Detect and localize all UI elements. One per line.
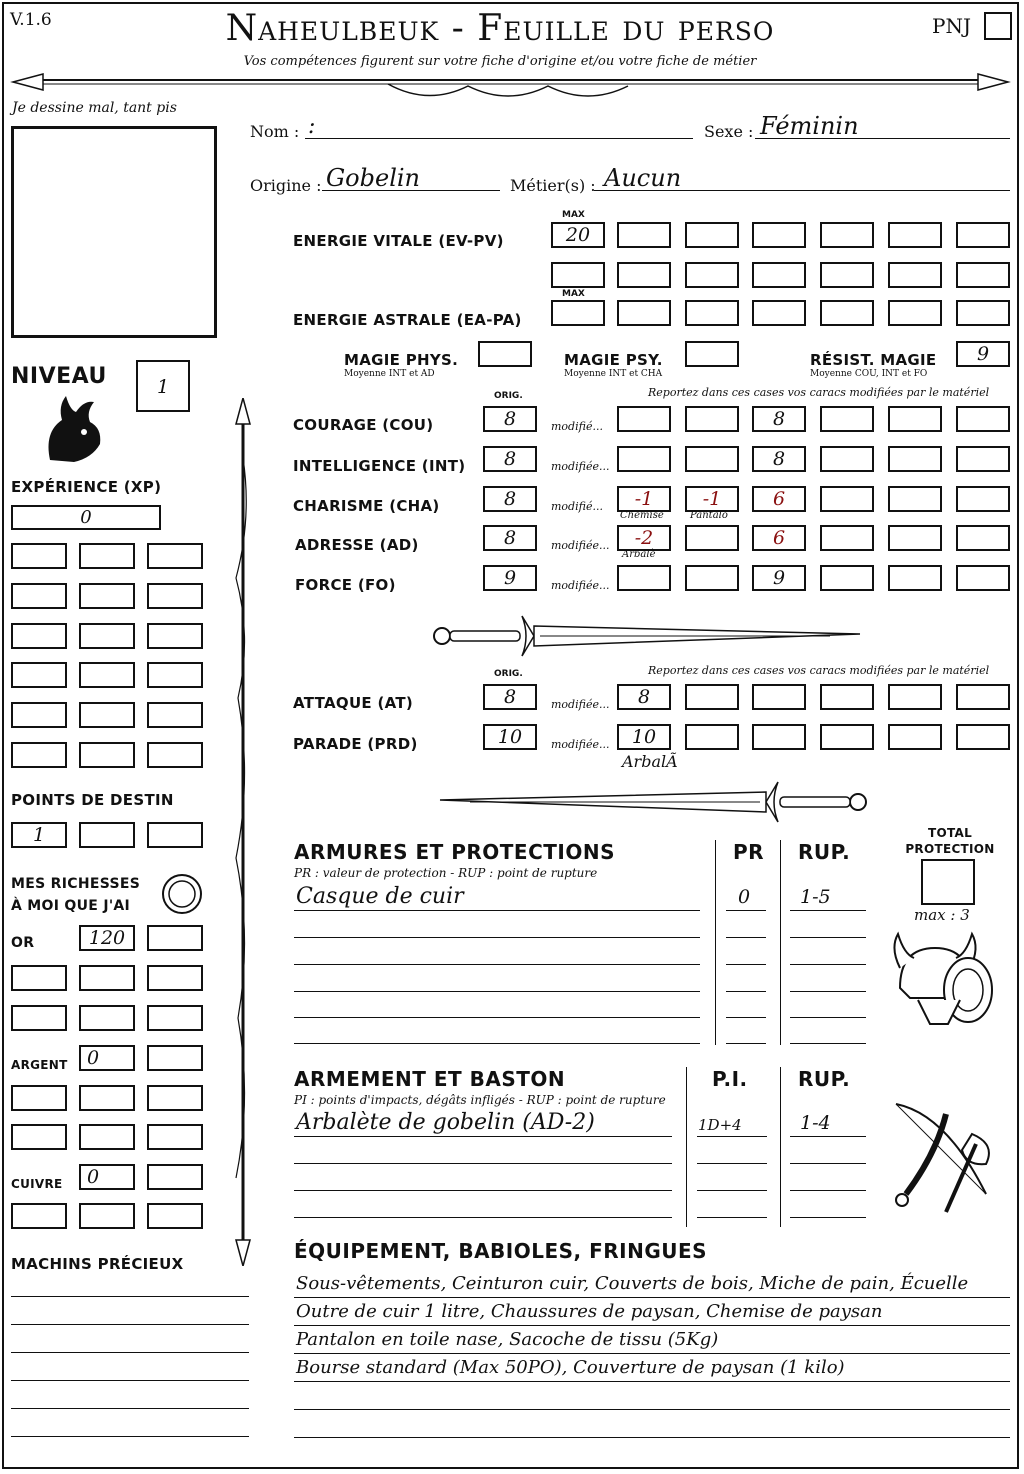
- carac-mod-label: modifié...: [551, 500, 603, 513]
- parade-orig-box[interactable]: [483, 724, 537, 750]
- sheet-title: Naheulbeuk - Feuille du perso: [225, 8, 775, 49]
- ea-box[interactable]: [820, 300, 874, 326]
- or-box[interactable]: [147, 925, 203, 951]
- cuivre-box[interactable]: [79, 1203, 135, 1229]
- armor-rup-line[interactable]: [790, 910, 866, 911]
- parade-mod-box[interactable]: [820, 724, 874, 750]
- armor-pr-line[interactable]: [726, 910, 766, 911]
- argent-box[interactable]: [79, 1085, 135, 1111]
- ev-box[interactable]: [617, 222, 671, 248]
- xp-grid-box[interactable]: [147, 702, 203, 728]
- parade-label: PARADE (PRD): [293, 735, 418, 753]
- armor-pr-line[interactable]: [726, 991, 766, 992]
- weapons-col-divider: [686, 1067, 687, 1227]
- armor-rup-line[interactable]: [790, 991, 866, 992]
- ea-max-box[interactable]: [551, 300, 605, 326]
- armor-pr-line[interactable]: [726, 1017, 766, 1018]
- or-box[interactable]: [147, 1005, 203, 1031]
- ev-box[interactable]: [685, 262, 739, 288]
- equipment-line-text: Sous-vêtements, Ceinturon cuir, Couverts de bois, Miche de pain, Écuelle: [296, 1273, 969, 1294]
- carac-mod-value: [619, 567, 669, 589]
- xp-grid-box[interactable]: [79, 583, 135, 609]
- attaque-mod-box[interactable]: [685, 684, 739, 710]
- carac-mod-box[interactable]: [617, 446, 671, 472]
- weapons-rup-label: RUP.: [798, 1067, 851, 1091]
- armor-rup-line[interactable]: [790, 964, 866, 965]
- magie-phys-value: [480, 343, 530, 365]
- armor-pr-line[interactable]: [726, 964, 766, 965]
- xp-grid-box[interactable]: [11, 742, 67, 768]
- carac-orig-value: 8: [503, 408, 517, 430]
- weapon-item-name: Arbalète de gobelin (AD-2): [296, 1110, 595, 1135]
- carac-mod-box[interactable]: [956, 446, 1010, 472]
- weapon-line[interactable]: [294, 1136, 672, 1137]
- armor-pr-line[interactable]: [726, 937, 766, 938]
- armor-pr-label: PR: [733, 840, 765, 864]
- carac-mod-value: 8: [772, 408, 786, 430]
- armor-line[interactable]: [294, 964, 700, 965]
- total-protection-max: max : 3: [914, 906, 970, 924]
- magie-psy-value: [687, 343, 737, 365]
- equipment-line-text: Bourse standard (Max 50PO), Couverture de paysan (1 kilo): [296, 1357, 845, 1378]
- niveau-label: NIVEAU: [11, 364, 107, 389]
- equipment-line[interactable]: [294, 1353, 1010, 1354]
- xp-box[interactable]: [11, 505, 161, 530]
- cuivre-box[interactable]: [79, 1164, 135, 1190]
- carac-mod-box[interactable]: [752, 486, 806, 512]
- carac-mod-box[interactable]: [888, 446, 942, 472]
- carac-mod-value: 6: [772, 488, 786, 510]
- portrait-caption: Je dessine mal, tant pis: [12, 100, 177, 116]
- carac-mod-box[interactable]: [685, 565, 739, 591]
- helmet-shield-icon: [890, 928, 1000, 1028]
- carac-orig-value: 9: [503, 567, 517, 589]
- carac-label-cou: COURAGE (COU): [293, 416, 434, 434]
- carac-mod-box[interactable]: [617, 406, 671, 432]
- carac-mod-box[interactable]: [752, 446, 806, 472]
- xp-grid-box[interactable]: [11, 583, 67, 609]
- parade-mod-box[interactable]: [888, 724, 942, 750]
- or-box[interactable]: [79, 1005, 135, 1031]
- cuivre-box[interactable]: [147, 1203, 203, 1229]
- equipment-line-text: Pantalon en toile nase, Sacoche de tissu (5Kg): [296, 1329, 719, 1350]
- carac-mod-box[interactable]: [956, 565, 1010, 591]
- or-value: 120: [88, 927, 126, 949]
- ea-box[interactable]: [752, 300, 806, 326]
- carac-mod-value: [687, 567, 737, 589]
- crossed-weapons-icon: [886, 1094, 1006, 1218]
- armor-line[interactable]: [294, 1017, 700, 1018]
- carac-mod-box[interactable]: [888, 565, 942, 591]
- weapon-item-pi: 1D+4: [698, 1116, 742, 1134]
- xp-grid-box[interactable]: [11, 543, 67, 569]
- weapons-pi-label: P.I.: [712, 1067, 748, 1091]
- argent-value: 0: [87, 1047, 100, 1069]
- carac-label-ad: ADRESSE (AD): [295, 536, 419, 554]
- richesses-label-2: À MOI QUE J'AI: [11, 898, 131, 914]
- ev-box[interactable]: [752, 222, 806, 248]
- magie-phys-box[interactable]: [478, 341, 532, 367]
- magie-phys-label: MAGIE PHYS.: [344, 351, 459, 369]
- carac-label-fo: FORCE (FO): [295, 576, 396, 594]
- carac-mod-box[interactable]: [752, 406, 806, 432]
- origine-label: Origine :: [250, 176, 322, 195]
- carac-mod-box[interactable]: [956, 525, 1010, 551]
- weapon-pi-line[interactable]: [697, 1136, 767, 1137]
- ev-box[interactable]: [617, 262, 671, 288]
- attaque-mod-box[interactable]: [820, 684, 874, 710]
- parade-orig-value: 10: [497, 726, 523, 748]
- ea-max-label: MAX: [562, 289, 585, 299]
- nom-value: :: [308, 114, 316, 139]
- carac-mod-box[interactable]: [617, 486, 671, 512]
- carac-mod-label: modifié...: [551, 420, 603, 433]
- ev-box[interactable]: [956, 262, 1010, 288]
- origine-value: Gobelin: [326, 164, 420, 192]
- xp-grid-box[interactable]: [11, 623, 67, 649]
- sexe-value: Féminin: [760, 112, 859, 140]
- ea-max-value: [553, 302, 603, 324]
- or-box[interactable]: [11, 1005, 67, 1031]
- argent-label: ARGENT: [11, 1058, 68, 1072]
- attaque-mod-label: modifiée...: [551, 698, 610, 711]
- carac-mod-value: 9: [772, 567, 786, 589]
- carac-note: Pantalo: [690, 510, 728, 521]
- xp-grid-box[interactable]: [11, 702, 67, 728]
- carac-mod-box[interactable]: [888, 486, 942, 512]
- carac-orig-cha[interactable]: [483, 486, 537, 512]
- cuivre-box[interactable]: [11, 1203, 67, 1229]
- weapon-rup-line[interactable]: [790, 1217, 866, 1218]
- carac-mod-box[interactable]: [685, 486, 739, 512]
- ev-box[interactable]: [551, 262, 605, 288]
- sexe-label: Sexe :: [704, 122, 754, 141]
- weapon-line[interactable]: [294, 1190, 672, 1191]
- ev-box[interactable]: [888, 222, 942, 248]
- armor-line[interactable]: [294, 1043, 700, 1044]
- armor-item-pr: 0: [738, 886, 751, 908]
- argent-box[interactable]: [147, 1045, 203, 1071]
- carac-mod-box[interactable]: [685, 406, 739, 432]
- destin-box[interactable]: [79, 822, 135, 848]
- attaque-mod-box[interactable]: [956, 684, 1010, 710]
- carac-mod-box[interactable]: [820, 565, 874, 591]
- pnj-label: PNJ: [932, 14, 971, 38]
- carac-orig-value: 8: [503, 527, 517, 549]
- xp-grid-box[interactable]: [79, 742, 135, 768]
- armor-line[interactable]: [294, 991, 700, 992]
- machins-line[interactable]: [11, 1352, 249, 1353]
- carac-mod-value: [687, 448, 737, 470]
- argent-box[interactable]: [147, 1085, 203, 1111]
- total-protection-box[interactable]: [921, 859, 975, 905]
- carac-mod-box[interactable]: [820, 446, 874, 472]
- parade-mod-label: modifiée...: [551, 738, 610, 751]
- carac-mod-value: -2: [634, 527, 654, 549]
- weapons-col-divider: [780, 1067, 781, 1227]
- carac-label-int: INTELLIGENCE (INT): [293, 457, 466, 475]
- magie-psy-label: MAGIE PSY.: [564, 351, 663, 369]
- parade-mod-box[interactable]: [752, 724, 806, 750]
- ea-box[interactable]: [617, 300, 671, 326]
- ea-box[interactable]: [956, 300, 1010, 326]
- carac-mod-box[interactable]: [820, 525, 874, 551]
- carac-mod-box[interactable]: [617, 525, 671, 551]
- machins-label: MACHINS PRÉCIEUX: [11, 1255, 184, 1273]
- xp-value: 0: [80, 507, 92, 528]
- nom-line[interactable]: [305, 138, 693, 139]
- carac-mod-box[interactable]: [956, 406, 1010, 432]
- carac-mod-value: [687, 408, 737, 430]
- carac-mod-box[interactable]: [888, 525, 942, 551]
- machins-line[interactable]: [11, 1324, 249, 1325]
- armor-item-rup: 1-5: [800, 886, 831, 908]
- attaque-mod-box[interactable]: [752, 684, 806, 710]
- ev-max-value: 20: [565, 224, 591, 246]
- equipment-line-text: Outre de cuir 1 litre, Chaussures de paysan, Chemise de paysan: [296, 1301, 883, 1322]
- ev-box[interactable]: [685, 222, 739, 248]
- ea-box[interactable]: [888, 300, 942, 326]
- or-box[interactable]: [11, 965, 67, 991]
- carac-mod-label: modifiée...: [551, 539, 610, 552]
- destin-label: POINTS DE DESTIN: [11, 791, 174, 809]
- carac-mod-box[interactable]: [820, 406, 874, 432]
- argent-box[interactable]: [11, 1124, 67, 1150]
- attaque-mod-box[interactable]: [888, 684, 942, 710]
- or-box[interactable]: [79, 925, 135, 951]
- carac-mod-label: modifiée...: [551, 460, 610, 473]
- carac-note: Arbalè: [622, 549, 656, 560]
- carac-orig-value: 8: [503, 488, 517, 510]
- carac-orig-fo[interactable]: [483, 565, 537, 591]
- carac-orig-int[interactable]: [483, 446, 537, 472]
- resist-magie-box[interactable]: [956, 341, 1010, 367]
- magie-psy-sub: Moyenne INT et CHA: [564, 369, 663, 379]
- attaque-mod-value: 8: [637, 686, 651, 708]
- parade-note: ArbalÃ: [622, 752, 678, 771]
- armor-line[interactable]: [294, 937, 700, 938]
- ev-box[interactable]: [888, 262, 942, 288]
- ev-max-label: MAX: [562, 210, 585, 220]
- xp-grid-box[interactable]: [79, 623, 135, 649]
- xp-label: EXPÉRIENCE (XP): [11, 478, 162, 496]
- pnj-checkbox[interactable]: [984, 12, 1012, 40]
- carac-mod-box[interactable]: [752, 525, 806, 551]
- weapon-rup-line[interactable]: [790, 1163, 866, 1164]
- attaque-orig-value: 8: [503, 686, 517, 708]
- ev-box[interactable]: [956, 222, 1010, 248]
- sword-icon: [430, 778, 870, 824]
- carac-orig-value: 8: [503, 448, 517, 470]
- armor-item-name: Casque de cuir: [296, 884, 464, 909]
- armor-rup-line[interactable]: [790, 1017, 866, 1018]
- vertical-spear-icon: [228, 398, 258, 1266]
- carac-mod-box[interactable]: [617, 565, 671, 591]
- weapon-rup-line[interactable]: [790, 1136, 866, 1137]
- argent-box[interactable]: [147, 1124, 203, 1150]
- armor-title: ARMURES ET PROTECTIONS: [294, 840, 615, 864]
- armor-rup-line[interactable]: [790, 937, 866, 938]
- carac-mod-value: [619, 408, 669, 430]
- dragon-icon: [40, 392, 106, 464]
- or-box[interactable]: [147, 965, 203, 991]
- xp-grid-box[interactable]: [147, 662, 203, 688]
- cuivre-value: 0: [87, 1166, 100, 1188]
- equipment-title: ÉQUIPEMENT, BABIOLES, FRINGUES: [294, 1239, 708, 1263]
- weapons-sub: PI : points d'impacts, dégâts infligés - RUP : point de rupture: [294, 1093, 666, 1107]
- machins-line[interactable]: [11, 1436, 249, 1437]
- carac-mod-value: -1: [634, 488, 654, 510]
- equipment-line[interactable]: [294, 1409, 1010, 1410]
- machins-line[interactable]: [11, 1380, 249, 1381]
- armor-sub: PR : valeur de protection - RUP : point de rupture: [294, 866, 598, 880]
- combat-orig-label: ORIG.: [494, 669, 523, 679]
- sword-icon: [430, 612, 870, 658]
- ev-box[interactable]: [820, 262, 874, 288]
- destin-box[interactable]: [147, 822, 203, 848]
- nom-label: Nom :: [250, 122, 300, 141]
- argent-box[interactable]: [79, 1124, 135, 1150]
- attaque-mod-box[interactable]: [617, 684, 671, 710]
- weapon-pi-line[interactable]: [697, 1163, 767, 1164]
- total-protection-label-2: PROTECTION: [905, 842, 995, 856]
- weapon-pi-line[interactable]: [697, 1190, 767, 1191]
- parade-mod-box[interactable]: [956, 724, 1010, 750]
- carac-orig-cou[interactable]: [483, 406, 537, 432]
- parade-mod-box[interactable]: [617, 724, 671, 750]
- resist-magie-label: RÉSIST. MAGIE: [810, 351, 937, 369]
- weapons-title: ARMEMENT ET BASTON: [294, 1067, 566, 1091]
- equipment-line[interactable]: [294, 1297, 1010, 1298]
- xp-grid-box[interactable]: [79, 702, 135, 728]
- carac-mod-value: 8: [772, 448, 786, 470]
- ev-box[interactable]: [820, 222, 874, 248]
- metier-value: Aucun: [604, 164, 682, 192]
- equipment-line[interactable]: [294, 1437, 1010, 1438]
- armor-pr-line[interactable]: [726, 1043, 766, 1044]
- machins-line[interactable]: [11, 1296, 249, 1297]
- niveau-box[interactable]: [136, 360, 190, 412]
- attaque-orig-box[interactable]: [483, 684, 537, 710]
- carac-mod-label: modifiée...: [551, 579, 610, 592]
- xp-grid-box[interactable]: [11, 662, 67, 688]
- weapon-line[interactable]: [294, 1217, 672, 1218]
- xp-grid-box[interactable]: [147, 742, 203, 768]
- armor-col-divider: [780, 840, 781, 1045]
- parade-mod-value: 10: [631, 726, 657, 748]
- parade-mod-box[interactable]: [685, 724, 739, 750]
- magie-phys-sub: Moyenne INT et AD: [344, 369, 435, 379]
- xp-grid-box[interactable]: [147, 543, 203, 569]
- armor-rup-line[interactable]: [790, 1043, 866, 1044]
- xp-grid-box[interactable]: [147, 583, 203, 609]
- destin-value: 1: [32, 824, 46, 846]
- carac-mod-box[interactable]: [956, 486, 1010, 512]
- weapon-rup-line[interactable]: [790, 1190, 866, 1191]
- carac-mod-box[interactable]: [685, 525, 739, 551]
- carac-mod-box[interactable]: [820, 486, 874, 512]
- xp-grid-box[interactable]: [79, 543, 135, 569]
- armor-col-divider: [715, 840, 716, 1045]
- carac-orig-ad[interactable]: [483, 525, 537, 551]
- sheet-subtitle: Vos compétences figurent sur votre fiche d'origine et/ou votre fiche de métier: [243, 54, 757, 69]
- machins-line[interactable]: [11, 1408, 249, 1409]
- argent-box[interactable]: [11, 1085, 67, 1111]
- attaque-label: ATTAQUE (AT): [293, 694, 414, 712]
- combat-report-note: Reportez dans ces cases vos caracs modifiées par le matériel: [648, 664, 990, 677]
- carac-orig-label: ORIG.: [494, 391, 523, 401]
- equipment-line[interactable]: [294, 1325, 1010, 1326]
- metier-label: Métier(s) :: [510, 176, 596, 195]
- total-protection-label-1: TOTAL: [927, 826, 973, 840]
- weapon-item-rup: 1-4: [800, 1112, 831, 1134]
- cuivre-label: CUIVRE: [11, 1177, 63, 1191]
- resist-magie-value: 9: [976, 343, 990, 365]
- ev-label: ENERGIE VITALE (EV-PV): [293, 232, 504, 250]
- carac-label-cha: CHARISME (CHA): [293, 497, 440, 515]
- cuivre-box[interactable]: [147, 1164, 203, 1190]
- argent-box[interactable]: [79, 1045, 135, 1071]
- magie-psy-box[interactable]: [685, 341, 739, 367]
- carac-mod-value: [687, 527, 737, 549]
- portrait-box[interactable]: [11, 126, 217, 338]
- weapon-line[interactable]: [294, 1163, 672, 1164]
- coin-icon: [160, 872, 204, 916]
- destin-box[interactable]: [11, 822, 67, 848]
- niveau-value: 1: [156, 376, 170, 398]
- armor-line[interactable]: [294, 910, 700, 911]
- ea-label: ENERGIE ASTRALE (EA-PA): [293, 311, 522, 329]
- ev-box[interactable]: [752, 262, 806, 288]
- carac-note: Chemise: [620, 510, 664, 521]
- resist-magie-sub: Moyenne COU, INT et FO: [810, 369, 928, 379]
- carac-mod-value: [619, 448, 669, 470]
- armor-rup-label: RUP.: [798, 840, 851, 864]
- version-label: V.1.6: [10, 10, 52, 30]
- ea-box[interactable]: [685, 300, 739, 326]
- total-protection-value: [923, 861, 973, 903]
- carac-mod-value: 6: [772, 527, 786, 549]
- xp-grid-box[interactable]: [147, 623, 203, 649]
- carac-mod-box[interactable]: [752, 565, 806, 591]
- or-label: OR: [11, 935, 35, 951]
- ev-max-box[interactable]: [551, 222, 605, 248]
- xp-grid-box[interactable]: [79, 662, 135, 688]
- weapon-pi-line[interactable]: [697, 1217, 767, 1218]
- equipment-line[interactable]: [294, 1381, 1010, 1382]
- or-box[interactable]: [79, 965, 135, 991]
- richesses-label-1: MES RICHESSES: [11, 876, 141, 892]
- carac-mod-value: -1: [702, 488, 722, 510]
- carac-report-note: Reportez dans ces cases vos caracs modifiées par le matériel: [648, 386, 990, 399]
- carac-mod-box[interactable]: [888, 406, 942, 432]
- carac-mod-box[interactable]: [685, 446, 739, 472]
